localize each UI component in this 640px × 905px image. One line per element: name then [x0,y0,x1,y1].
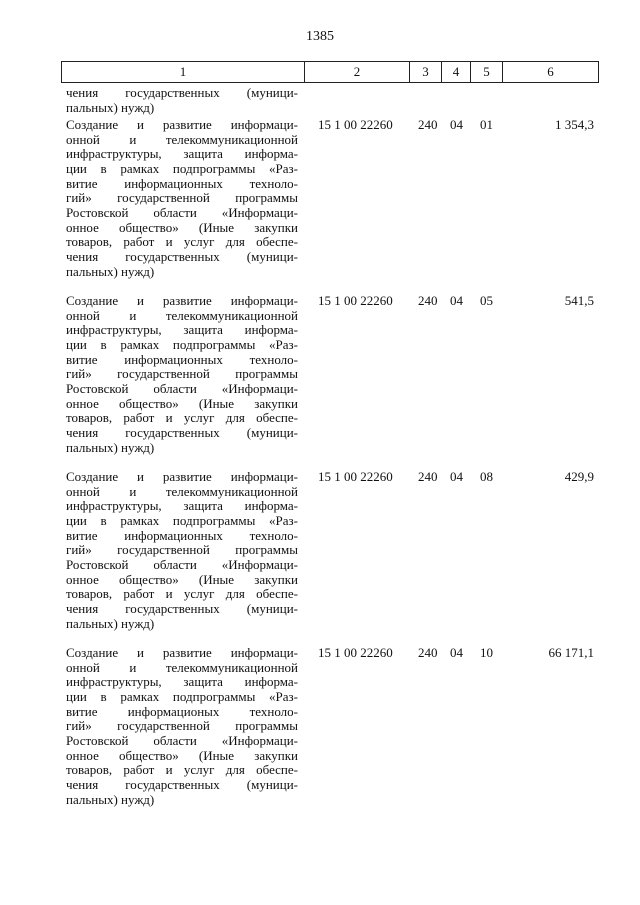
description-line: пальных) нужд) [66,263,155,279]
description-line: Создание и развитие информаци- [66,293,298,308]
subsection-cell: 05 [480,293,493,308]
description-line: товаров, работ и услуг для обеспе- [66,762,298,778]
section-cell: 04 [450,293,463,308]
column-header-5: 5 [471,62,503,83]
description-line: гий» государственной программы [66,542,298,558]
description-line: пальных) нужд) [66,615,155,631]
column-header-3: 3 [410,62,442,83]
section-cell: 04 [450,469,463,484]
description-line: витие информационных техноло- [66,175,298,191]
subsection-cell: 08 [480,469,493,484]
column-header-4: 4 [442,62,471,83]
target-code-cell: 15 1 00 22260 [318,469,393,484]
target-code-cell: 15 1 00 22260 [318,117,393,132]
description-line: чения государственных (муници- [66,601,298,617]
row-description [66,294,298,455]
description-line: инфраструктуры, защита информа- [66,498,298,514]
amount-cell: 1 354,3 [555,117,594,132]
description-line: Ростовской области «Информаци- [66,557,298,573]
description-line: Ростовской области «Информаци- [66,733,298,749]
description-line: витие информационных техноло- [66,527,298,543]
amount-cell: 429,9 [564,469,594,484]
column-header-6: 6 [503,62,599,83]
description-line: гий» государственной программы [66,718,298,734]
description-line: онной и телекоммуникационной [66,307,298,323]
amount-cell: 541,5 [564,293,594,308]
description-line: чения государственных (муници- [66,249,298,265]
target-code-cell: 15 1 00 22260 [318,293,393,308]
description-line: ции в рамках подпрограммы «Раз- [66,689,298,705]
subsection-cell: 10 [480,645,493,660]
description-line: инфраструктуры, защита информа- [66,674,298,690]
description-line: товаров, работ и услуг для обеспе- [66,234,298,250]
table-row [0,294,640,470]
description-line: гий» государственной программы [66,366,298,382]
description-line: инфраструктуры, защита информа- [66,146,298,162]
section-cell: 04 [450,645,463,660]
description-line: Ростовской области «Информаци- [66,381,298,397]
row-description [66,470,298,631]
target-code-cell: 15 1 00 22260 [318,645,393,660]
amount-cell: 66 171,1 [548,645,594,660]
description-line: чения государственных (муници- [66,85,298,100]
description-line: онное общество» (Иные закупки [66,219,298,235]
description-line: онное общество» (Иные закупки [66,747,298,763]
column-header-1: 1 [62,62,305,83]
budget-rows [0,86,640,822]
description-line: витие информационных техноло- [66,351,298,367]
page-number: 1385 [306,29,334,44]
table-row [0,118,640,294]
description-line: инфраструктуры, защита информа- [66,322,298,338]
description-line: ции в рамках подпрограммы «Раз- [66,161,298,177]
description-line: онной и телекоммуникационной [66,659,298,675]
description-line: пальных) нужд) [66,439,155,455]
description-line: пальных) нужд) [66,791,155,807]
column-header-2: 2 [305,62,410,83]
section-cell: 04 [450,117,463,132]
description-line: онное общество» (Иные закупки [66,571,298,587]
description-line: Создание и развитие информаци- [66,645,298,660]
table-row [0,470,640,646]
description-line: ции в рамках подпрограммы «Раз- [66,337,298,353]
description-line: гий» государственной программы [66,190,298,206]
description-line: товаров, работ и услуг для обеспе- [66,586,298,602]
continuation-row [0,86,640,118]
description-line: чения государственных (муници- [66,425,298,441]
subsection-cell: 01 [480,117,493,132]
continuation-description [66,86,298,115]
description-line: ции в рамках подпрограммы «Раз- [66,513,298,529]
description-line: Создание и развитие информаци- [66,117,298,132]
description-line: Ростовской области «Информаци- [66,205,298,221]
row-description [66,118,298,279]
description-line: витие информационых техноло- [66,703,298,719]
description-line: пальных) нужд) [66,99,155,115]
expense-type-cell: 240 [418,645,438,660]
description-line: онное общество» (Иные закупки [66,395,298,411]
description-line: онной и телекоммуникационной [66,131,298,147]
description-line: Создание и развитие информаци- [66,469,298,484]
table-row [0,646,640,822]
expense-type-cell: 240 [418,117,438,132]
expense-type-cell: 240 [418,293,438,308]
description-line: онной и телекоммуникационной [66,483,298,499]
expense-type-cell: 240 [418,469,438,484]
row-description [66,646,298,807]
column-header-table [61,61,599,83]
description-line: чения государственных (муници- [66,777,298,793]
column-header-row [62,62,599,83]
description-line: товаров, работ и услуг для обеспе- [66,410,298,426]
